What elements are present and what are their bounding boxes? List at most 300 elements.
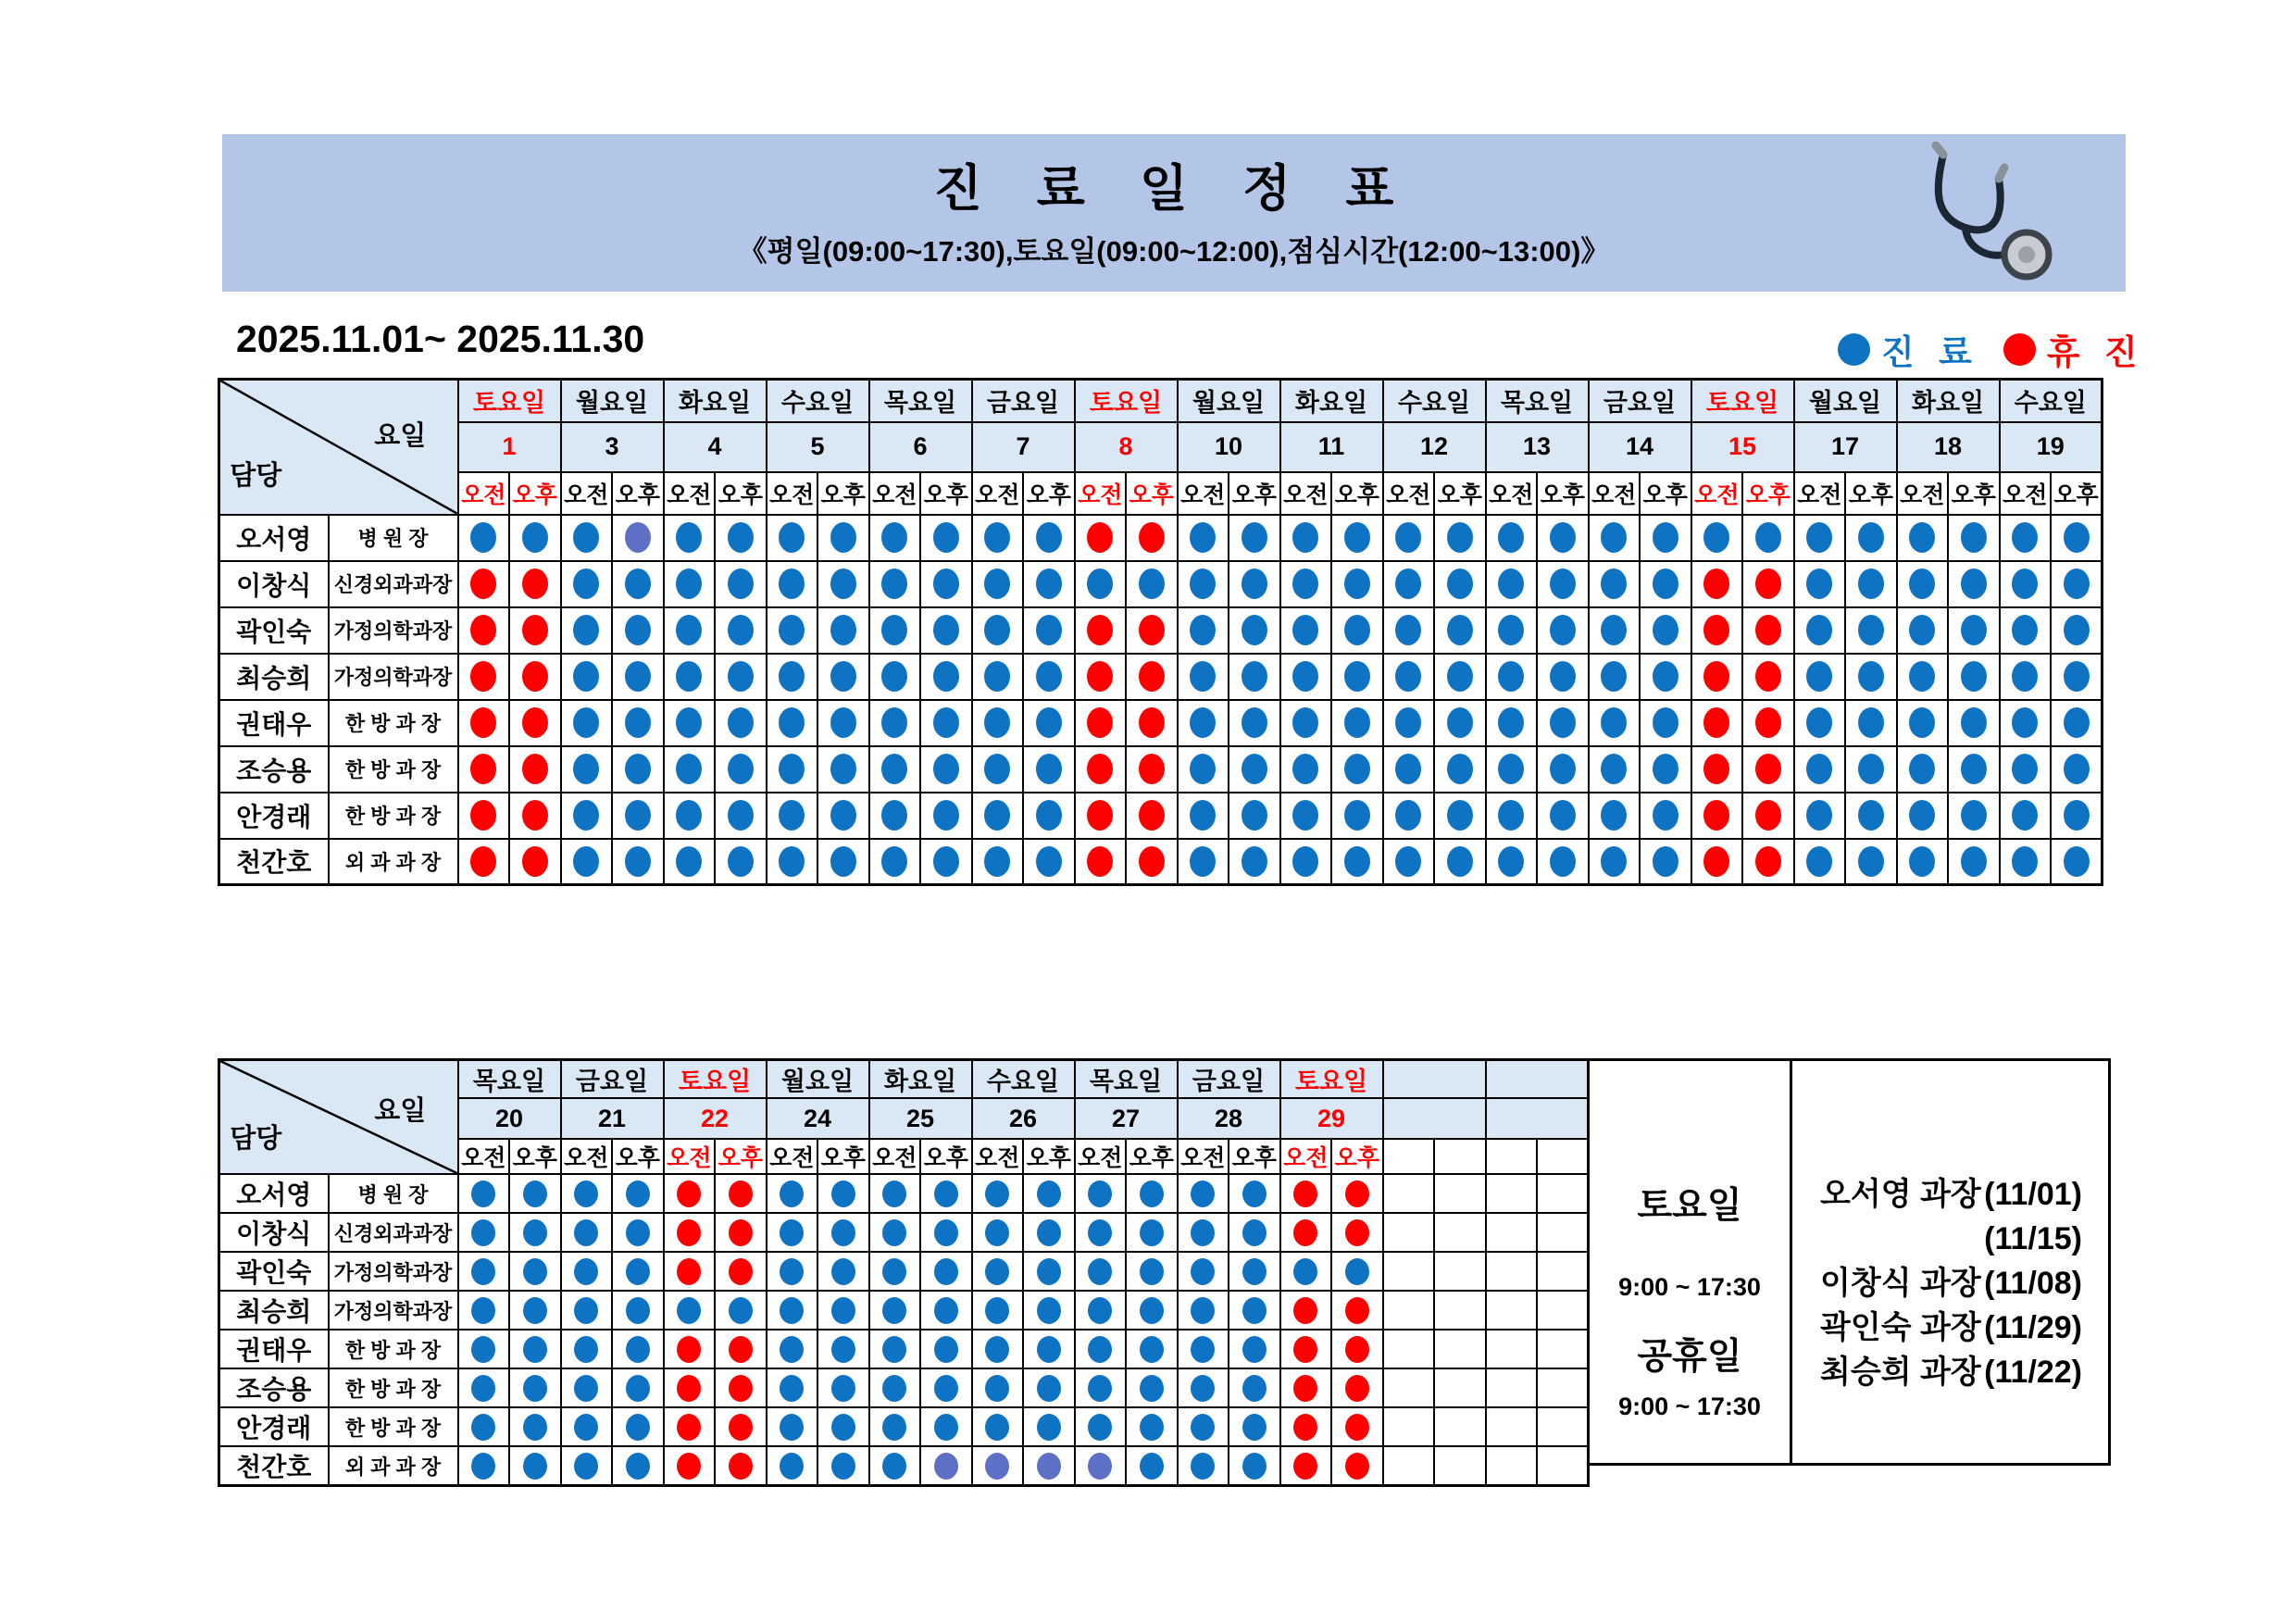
schedule-cell [767,515,818,561]
am-header: 오전 [1280,1139,1332,1174]
date-header: 28 [1178,1098,1280,1139]
schedule-cell [1537,1368,1589,1407]
schedule-cell [767,654,818,700]
open-dot-icon [881,568,907,599]
closed-dot-icon [729,1181,753,1207]
schedule-cell [715,1252,767,1291]
open-dot-icon [934,1297,958,1324]
schedule-cell [612,839,664,885]
open-dot-icon [523,1181,547,1207]
open-dot-icon [1498,615,1524,645]
open-dot-icon [1703,522,1729,553]
open-dot-icon [2012,754,2038,784]
schedule-cell [1537,839,1589,885]
schedule-cell [1948,561,2000,607]
open-dot-icon [779,522,805,553]
open-dot-icon [1036,522,1062,553]
closed-dot-icon [1755,800,1781,831]
open-dot-icon [831,1414,855,1441]
schedule-cell [1023,1252,1075,1291]
schedule-cell [509,561,561,607]
doctor-name: 권태우 [219,700,329,746]
open-dot-icon [1447,615,1473,645]
schedule-cell [509,1291,561,1330]
schedule-cell [920,1252,972,1291]
open-dot-icon [984,707,1010,738]
open-dot-icon [728,754,754,784]
schedule-cell [1691,793,1743,839]
schedule-cell [458,1368,510,1407]
open-dot-icon [1653,615,1678,645]
open-dot-icon [1550,522,1576,553]
open-dot-icon [626,1375,650,1402]
open-dot-icon [626,1181,650,1207]
schedule-cell [1486,1446,1538,1486]
schedule-cell [1126,1213,1178,1252]
open-dot-icon [1498,846,1524,877]
schedule-cell [561,793,613,839]
schedule-cell [1948,839,2000,885]
doctor-title: 외 과 과 장 [329,839,458,885]
schedule-cell [1178,561,1229,607]
open-dot-icon [882,1414,906,1441]
pm-header: 오후 [1845,472,1897,515]
schedule-cell [1434,1330,1486,1368]
open-dot-icon [1036,615,1062,645]
schedule-cell [1075,1252,1127,1291]
closed-dot-icon [1139,846,1165,877]
schedule-cell [1383,1407,1435,1446]
schedule-cell [1897,746,1949,793]
open-dot-icon [1961,661,1987,692]
closed-dot-icon [1703,615,1729,645]
schedule-cell [1434,700,1486,746]
open-dot-icon [470,522,496,553]
schedule-cell [972,1368,1024,1407]
schedule-cell [1794,561,1846,607]
open-dot-icon [574,1297,598,1324]
schedule-cell [612,561,664,607]
schedule-cell [1486,515,1538,561]
open-dot-icon [1806,615,1832,645]
schedule-cell [1075,1291,1127,1330]
am-header [1486,1139,1538,1174]
corner-day-label: 요일 [374,421,427,452]
open-dot-icon [1806,754,1832,784]
open-dot-icon [1036,568,1062,599]
am-header: 오전 [1178,472,1229,515]
schedule-cell [612,1174,664,1213]
open-dot-icon [2064,707,2090,738]
doctor-row [219,561,2103,607]
schedule-cell [1794,654,1846,700]
schedule-cell [1537,746,1589,793]
date-header: 8 [1075,422,1178,472]
day-header: 월요일 [561,380,664,422]
schedule-cell [1126,839,1178,885]
open-dot-icon [1806,661,1832,692]
closed-dot-icon [1345,1336,1369,1363]
am-header: 오전 [561,472,613,515]
schedule-cell [1229,700,1280,746]
open-dot-icon [1909,568,1935,599]
doctor-row [219,839,2103,885]
schedule-cell [1126,1368,1178,1407]
schedule-cell [817,1291,869,1330]
am-header: 오전 [972,1139,1024,1174]
open-dot-icon [1395,615,1421,645]
schedule-cell [1075,700,1127,746]
schedule-cell [664,1446,716,1486]
schedule-cell [1486,607,1538,654]
open-dot-icon [779,707,805,738]
doctor-title: 병 원 장 [329,1174,458,1213]
am-header: 오전 [1075,1139,1127,1174]
schedule-cell [1023,700,1075,746]
closed-dot-icon [1087,754,1113,784]
open-dot-icon [881,800,907,831]
closed-dot-icon [729,1258,753,1285]
open-dot-icon [933,754,959,784]
schedule-cell [612,746,664,793]
date-header: 24 [767,1098,869,1139]
open-dot-icon [882,1258,906,1285]
open-dot-icon [574,1414,598,1441]
schedule-cell [1126,1330,1178,1368]
schedule-cell [1589,607,1641,654]
schedule-cell [509,700,561,746]
schedule-cell [1383,1174,1435,1213]
schedule-cell [767,607,818,654]
schedule-cell [767,561,818,607]
open-dot-icon [881,754,907,784]
doctor-row [219,793,2103,839]
schedule-cell [1537,1291,1589,1330]
schedule-cell [1434,1291,1486,1330]
open-dot-icon [831,1297,855,1324]
open-dot-icon [1242,1219,1267,1246]
open-dot-icon [523,1258,547,1285]
open-dot-icon [625,846,651,877]
schedule-cell [972,1330,1024,1368]
open-dot-icon [984,800,1010,831]
schedule-cell [1948,746,2000,793]
schedule-cell [458,839,510,885]
am-header: 오전 [767,472,818,515]
closed-dot-icon [470,707,496,738]
doctor-title: 가정의학과장 [329,654,458,700]
open-dot-icon [1447,568,1473,599]
schedule-cell [1742,654,1794,700]
schedule-cell [664,1368,716,1407]
open-dot-icon [523,1297,547,1324]
schedule-cell [920,1330,972,1368]
schedule-cell [561,1330,613,1368]
closed-dot-icon [1703,568,1729,599]
schedule-cell [1897,654,1949,700]
schedule-cell [1229,793,1280,839]
open-dot-icon [1191,1375,1215,1402]
am-header: 오전 [767,1139,818,1174]
schedule-cell [664,746,716,793]
schedule-cell [2000,793,2052,839]
schedule-cell [1434,654,1486,700]
open-dot-icon [934,1453,958,1480]
schedule-cell [817,793,869,839]
pm-header: 오후 [817,1139,869,1174]
schedule-cell [1691,515,1743,561]
schedule-cell [869,1407,921,1446]
schedule-cell [767,1330,818,1368]
open-dot-icon [1858,846,1884,877]
open-dot-icon [676,707,702,738]
closed-dot-icon [1139,707,1165,738]
schedule-cell [1023,1330,1075,1368]
schedule-cell [1126,746,1178,793]
open-dot-icon [985,1219,1009,1246]
open-dot-icon [1242,707,1267,738]
open-dot-icon [573,707,599,738]
schedule-cell [1640,515,1691,561]
doctor-title: 가정의학과장 [329,1252,458,1291]
schedule-cell [561,1291,613,1330]
open-dot-icon [1447,661,1473,692]
schedule-cell [1486,700,1538,746]
schedule-cell [509,654,561,700]
schedule-cell [1023,1291,1075,1330]
schedule-cell [1537,1213,1589,1252]
open-dot-icon [573,522,599,553]
schedule-cell [1948,793,2000,839]
schedule-cell [612,607,664,654]
open-dot-icon [780,1219,804,1246]
schedule-cell [715,654,767,700]
open-dot-icon [2012,800,2038,831]
open-dot-icon [1242,615,1267,645]
schedule-cell [1023,839,1075,885]
pm-header: 오후 [1640,472,1691,515]
date-header: 14 [1589,422,1691,472]
doctor-row [219,1368,1589,1407]
open-dot-icon [985,1181,1009,1207]
schedule-cell [767,839,818,885]
schedule-cell [509,1407,561,1446]
title-banner [222,134,2126,292]
closed-dot-icon [677,1258,701,1285]
schedule-cell [458,607,510,654]
open-dot-icon [1858,707,1884,738]
open-dot-icon [1242,1297,1267,1324]
open-dot-icon [2012,522,2038,553]
open-dot-icon [1498,754,1524,784]
open-dot-icon [882,1297,906,1324]
pm-header: 오후 [715,1139,767,1174]
open-dot-icon [779,800,805,831]
schedule-cell [715,515,767,561]
day-header: 토요일 [1075,380,1178,422]
schedule-cell [1331,1368,1383,1407]
schedule-cell [1023,607,1075,654]
open-dot-icon [2064,800,2090,831]
open-dot-icon [1858,800,1884,831]
open-dot-icon [831,1375,855,1402]
schedule-cell [1742,561,1794,607]
closed-dot-icon [522,615,548,645]
schedule-cell [1948,515,2000,561]
schedule-cell [561,746,613,793]
open-dot-icon [2064,661,2090,692]
schedule-cell [767,1446,818,1486]
open-dot-icon [1601,615,1627,645]
schedule-cell [612,654,664,700]
open-dot-icon [985,1453,1009,1480]
closed-dot-icon [1139,522,1165,553]
open-dot-icon [1242,1258,1267,1285]
open-dot-icon [1191,1258,1215,1285]
schedule-cell [869,654,921,700]
schedule-cell [869,839,921,885]
schedule-cell [817,1407,869,1446]
open-dot-icon [830,754,856,784]
schedule-cell [1126,607,1178,654]
open-dot-icon [1961,522,1987,553]
open-dot-icon [933,707,959,738]
pm-header: 오후 [1742,472,1794,515]
schedule-cell [1023,654,1075,700]
closed-dot-icon [1087,615,1113,645]
open-dot-icon [882,1181,906,1207]
schedule-cell [767,1174,818,1213]
open-dot-icon [1190,846,1216,877]
schedule-cell [1742,515,1794,561]
schedule-cell [1537,561,1589,607]
schedule-cell [1383,839,1435,885]
date-header: 17 [1794,422,1897,472]
open-dot-icon [1806,800,1832,831]
schedule-cell [1280,1407,1332,1446]
open-dot-icon [573,568,599,599]
duty-doctor: 오서영 과장 [1820,1177,1981,1212]
schedule-cell [715,607,767,654]
open-dot-icon [523,1453,547,1480]
open-dot-icon [573,800,599,831]
schedule-cell [1640,793,1691,839]
schedule-cell [509,607,561,654]
date-header: 29 [1280,1098,1383,1139]
open-dot-icon [523,1414,547,1441]
schedule-cell [1023,1368,1075,1407]
schedule-cell [920,1291,972,1330]
open-dot-icon [1191,1336,1215,1363]
schedule-cell [1229,607,1280,654]
open-dot-icon [1293,1258,1317,1285]
open-dot-icon [677,1297,701,1324]
closed-dot-icon [1293,1219,1317,1246]
open-dot-icon [1601,800,1627,831]
schedule-cell [1023,1213,1075,1252]
schedule-cell [2000,746,2052,793]
open-dot-icon [574,1219,598,1246]
schedule-cell [1023,1446,1075,1486]
closed-dot-icon [2003,333,2036,366]
open-dot-icon [1140,1258,1164,1285]
schedule-cell [1178,607,1229,654]
open-dot-icon [573,615,599,645]
open-dot-icon [779,615,805,645]
open-dot-icon [728,661,754,692]
day-header: 목요일 [869,380,972,422]
schedule-cell [612,1291,664,1330]
doctor-title: 한 방 과 장 [329,1330,458,1368]
schedule-cell [1640,839,1691,885]
am-header: 오전 [458,472,510,515]
schedule-cell [1383,515,1435,561]
open-dot-icon [1140,1297,1164,1324]
open-dot-icon [2064,568,2090,599]
open-dot-icon [1653,707,1678,738]
open-dot-icon [1909,661,1935,692]
schedule-cell [767,746,818,793]
open-dot-icon [1806,568,1832,599]
open-dot-icon [780,1258,804,1285]
open-dot-icon [831,1258,855,1285]
schedule-cell [509,1174,561,1213]
open-dot-icon [1036,846,1062,877]
schedule-cell [1075,1174,1127,1213]
schedule-cell [458,1291,510,1330]
open-dot-icon [1037,1219,1061,1246]
schedule-cell [869,1252,921,1291]
schedule-cell [2000,607,2052,654]
date-header: 5 [767,422,869,472]
schedule-cell [1075,746,1127,793]
duty-doctor: 최승희 과장 [1820,1355,1981,1390]
closed-dot-icon [470,846,496,877]
schedule-cell [715,1368,767,1407]
schedule-cell [664,561,716,607]
day-header: 목요일 [458,1060,561,1099]
schedule-cell [1023,515,1075,561]
open-dot-icon [1447,754,1473,784]
date-header: 25 [869,1098,972,1139]
day-header: 월요일 [1794,380,1897,422]
open-dot-icon [1344,754,1370,784]
doctor-row [219,700,2103,746]
open-dot-icon [676,846,702,877]
open-dot-icon [471,1414,495,1441]
schedule-cell [1331,515,1383,561]
open-dot-icon [830,661,856,692]
open-dot-icon [1292,707,1318,738]
doctor-name: 조승용 [219,746,329,793]
open-dot-icon [780,1375,804,1402]
open-dot-icon [1190,707,1216,738]
schedule-cell [920,746,972,793]
open-dot-icon [1190,661,1216,692]
open-dot-icon [1806,707,1832,738]
open-dot-icon [625,661,651,692]
day-header [1486,1060,1589,1099]
open-dot-icon [984,615,1010,645]
open-dot-icon [1498,661,1524,692]
schedule-cell [1742,607,1794,654]
open-dot-icon [1088,1336,1112,1363]
doctor-name: 천간호 [219,839,329,885]
date-header [1383,1098,1486,1139]
schedule-cell [458,746,510,793]
closed-dot-icon [729,1375,753,1402]
schedule-cell [664,515,716,561]
